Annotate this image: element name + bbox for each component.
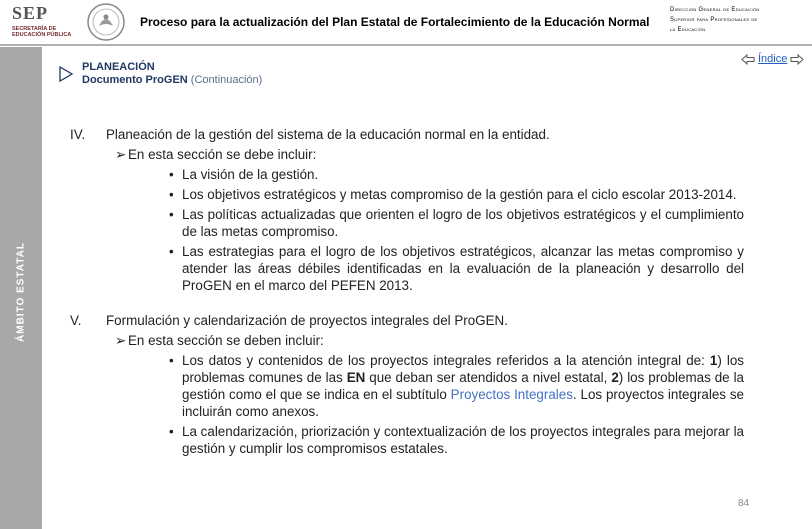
list-item bbox=[70, 243, 750, 294]
sep-logo-subtitle: SECRETARÍA DE EDUCACIÓN PÚBLICA bbox=[12, 26, 72, 38]
sep-logo-word: SEP bbox=[12, 3, 49, 23]
sub-heading-text: En esta sección se debe incluir: bbox=[128, 147, 317, 162]
bullet-dot: • bbox=[169, 187, 174, 202]
department-line: la Educación bbox=[670, 27, 706, 33]
sidebar-label: ÁMBITO ESTATAL bbox=[15, 242, 27, 342]
section-subtitle-main: Documento ProGEN bbox=[82, 74, 188, 86]
department-line: Superior para Profesionales de bbox=[670, 17, 758, 23]
list-item bbox=[70, 186, 750, 203]
section-subtitle bbox=[82, 74, 262, 86]
sub-heading bbox=[70, 146, 750, 163]
main-content bbox=[70, 126, 750, 460]
list-item-text: La calendarización, priorización y contextualización de los proyectos integrales para mejorar la gestión y cumplir los compromisos estatales. bbox=[182, 424, 744, 456]
sep-logo bbox=[2, 1, 74, 43]
item-number: IV. bbox=[70, 127, 86, 142]
next-arrow-icon[interactable] bbox=[790, 54, 804, 65]
document-title: Proceso para la actualización del Plan Estatal de Fortalecimiento de la Educación Normal bbox=[140, 15, 650, 29]
item-heading: Planeación de la gestión del sistema de la educación normal en la entidad. bbox=[106, 127, 550, 142]
index-navigation bbox=[741, 53, 804, 65]
list-item bbox=[70, 352, 750, 420]
bullet-dot: • bbox=[169, 353, 174, 368]
bullet-dot: • bbox=[169, 207, 174, 222]
department-name bbox=[670, 5, 800, 35]
play-triangle-icon bbox=[58, 66, 74, 82]
item-heading: Formulación y calendarización de proyectos integrales del ProGEN. bbox=[106, 313, 508, 328]
arrow-bullet-icon: ➢ bbox=[115, 147, 127, 162]
page-header bbox=[0, 0, 812, 47]
bullet-list bbox=[70, 352, 750, 457]
list-item bbox=[70, 423, 750, 457]
department-line: Dirección General de Educación bbox=[670, 7, 760, 13]
sub-heading bbox=[70, 332, 750, 349]
bullet-dot: • bbox=[169, 244, 174, 259]
mexico-seal-icon bbox=[86, 2, 126, 42]
section-subtitle-continuation: (Continuación) bbox=[190, 74, 263, 86]
previous-arrow-icon[interactable] bbox=[741, 54, 755, 65]
list-item bbox=[70, 206, 750, 240]
list-item-text: Las estrategias para el logro de los objetivos estratégicos, alcanzar las metas compromiso y atender las áreas débiles identificadas en la evaluación de la planeación y desarrollo del ProGEN en el marco del PEFEN 2013. bbox=[182, 244, 744, 293]
bullet-dot: • bbox=[169, 167, 174, 182]
page-number: 84 bbox=[738, 498, 750, 509]
proyectos-integrales-link[interactable]: Proyectos Integrales bbox=[450, 387, 573, 402]
header-divider bbox=[0, 44, 812, 46]
section-item-iv bbox=[70, 126, 750, 143]
bullet-dot: • bbox=[169, 424, 174, 439]
index-link[interactable]: Índice bbox=[758, 53, 788, 65]
section-item-v bbox=[70, 312, 750, 329]
sub-heading-text: En esta sección se deben incluir: bbox=[128, 333, 324, 348]
bullet-list bbox=[70, 166, 750, 294]
arrow-bullet-icon: ➢ bbox=[115, 333, 127, 348]
list-item-text: Las políticas actualizadas que orienten el logro de los objetivos estratégicos y el cumplimiento de las metas compromiso. bbox=[182, 207, 744, 239]
list-item bbox=[70, 166, 750, 183]
section-title: PLANEACIÓN bbox=[82, 61, 155, 73]
list-item-text: Los objetivos estratégicos y metas compromiso de la gestión para el ciclo escolar 2013-2014. bbox=[182, 187, 737, 202]
list-item-text: Los datos y contenidos de los proyectos integrales referidos a la atención integral de: 1) los problemas comunes de las EN que deban ser atendidos a nivel estatal, 2) los problemas de la gestión como el que se indica en el subtítulo Proyectos Integrales. Los proyectos integrales se incluirán como anexos. bbox=[182, 353, 745, 419]
list-item-text: La visión de la gestión. bbox=[182, 167, 319, 182]
item-number: V. bbox=[70, 313, 82, 328]
